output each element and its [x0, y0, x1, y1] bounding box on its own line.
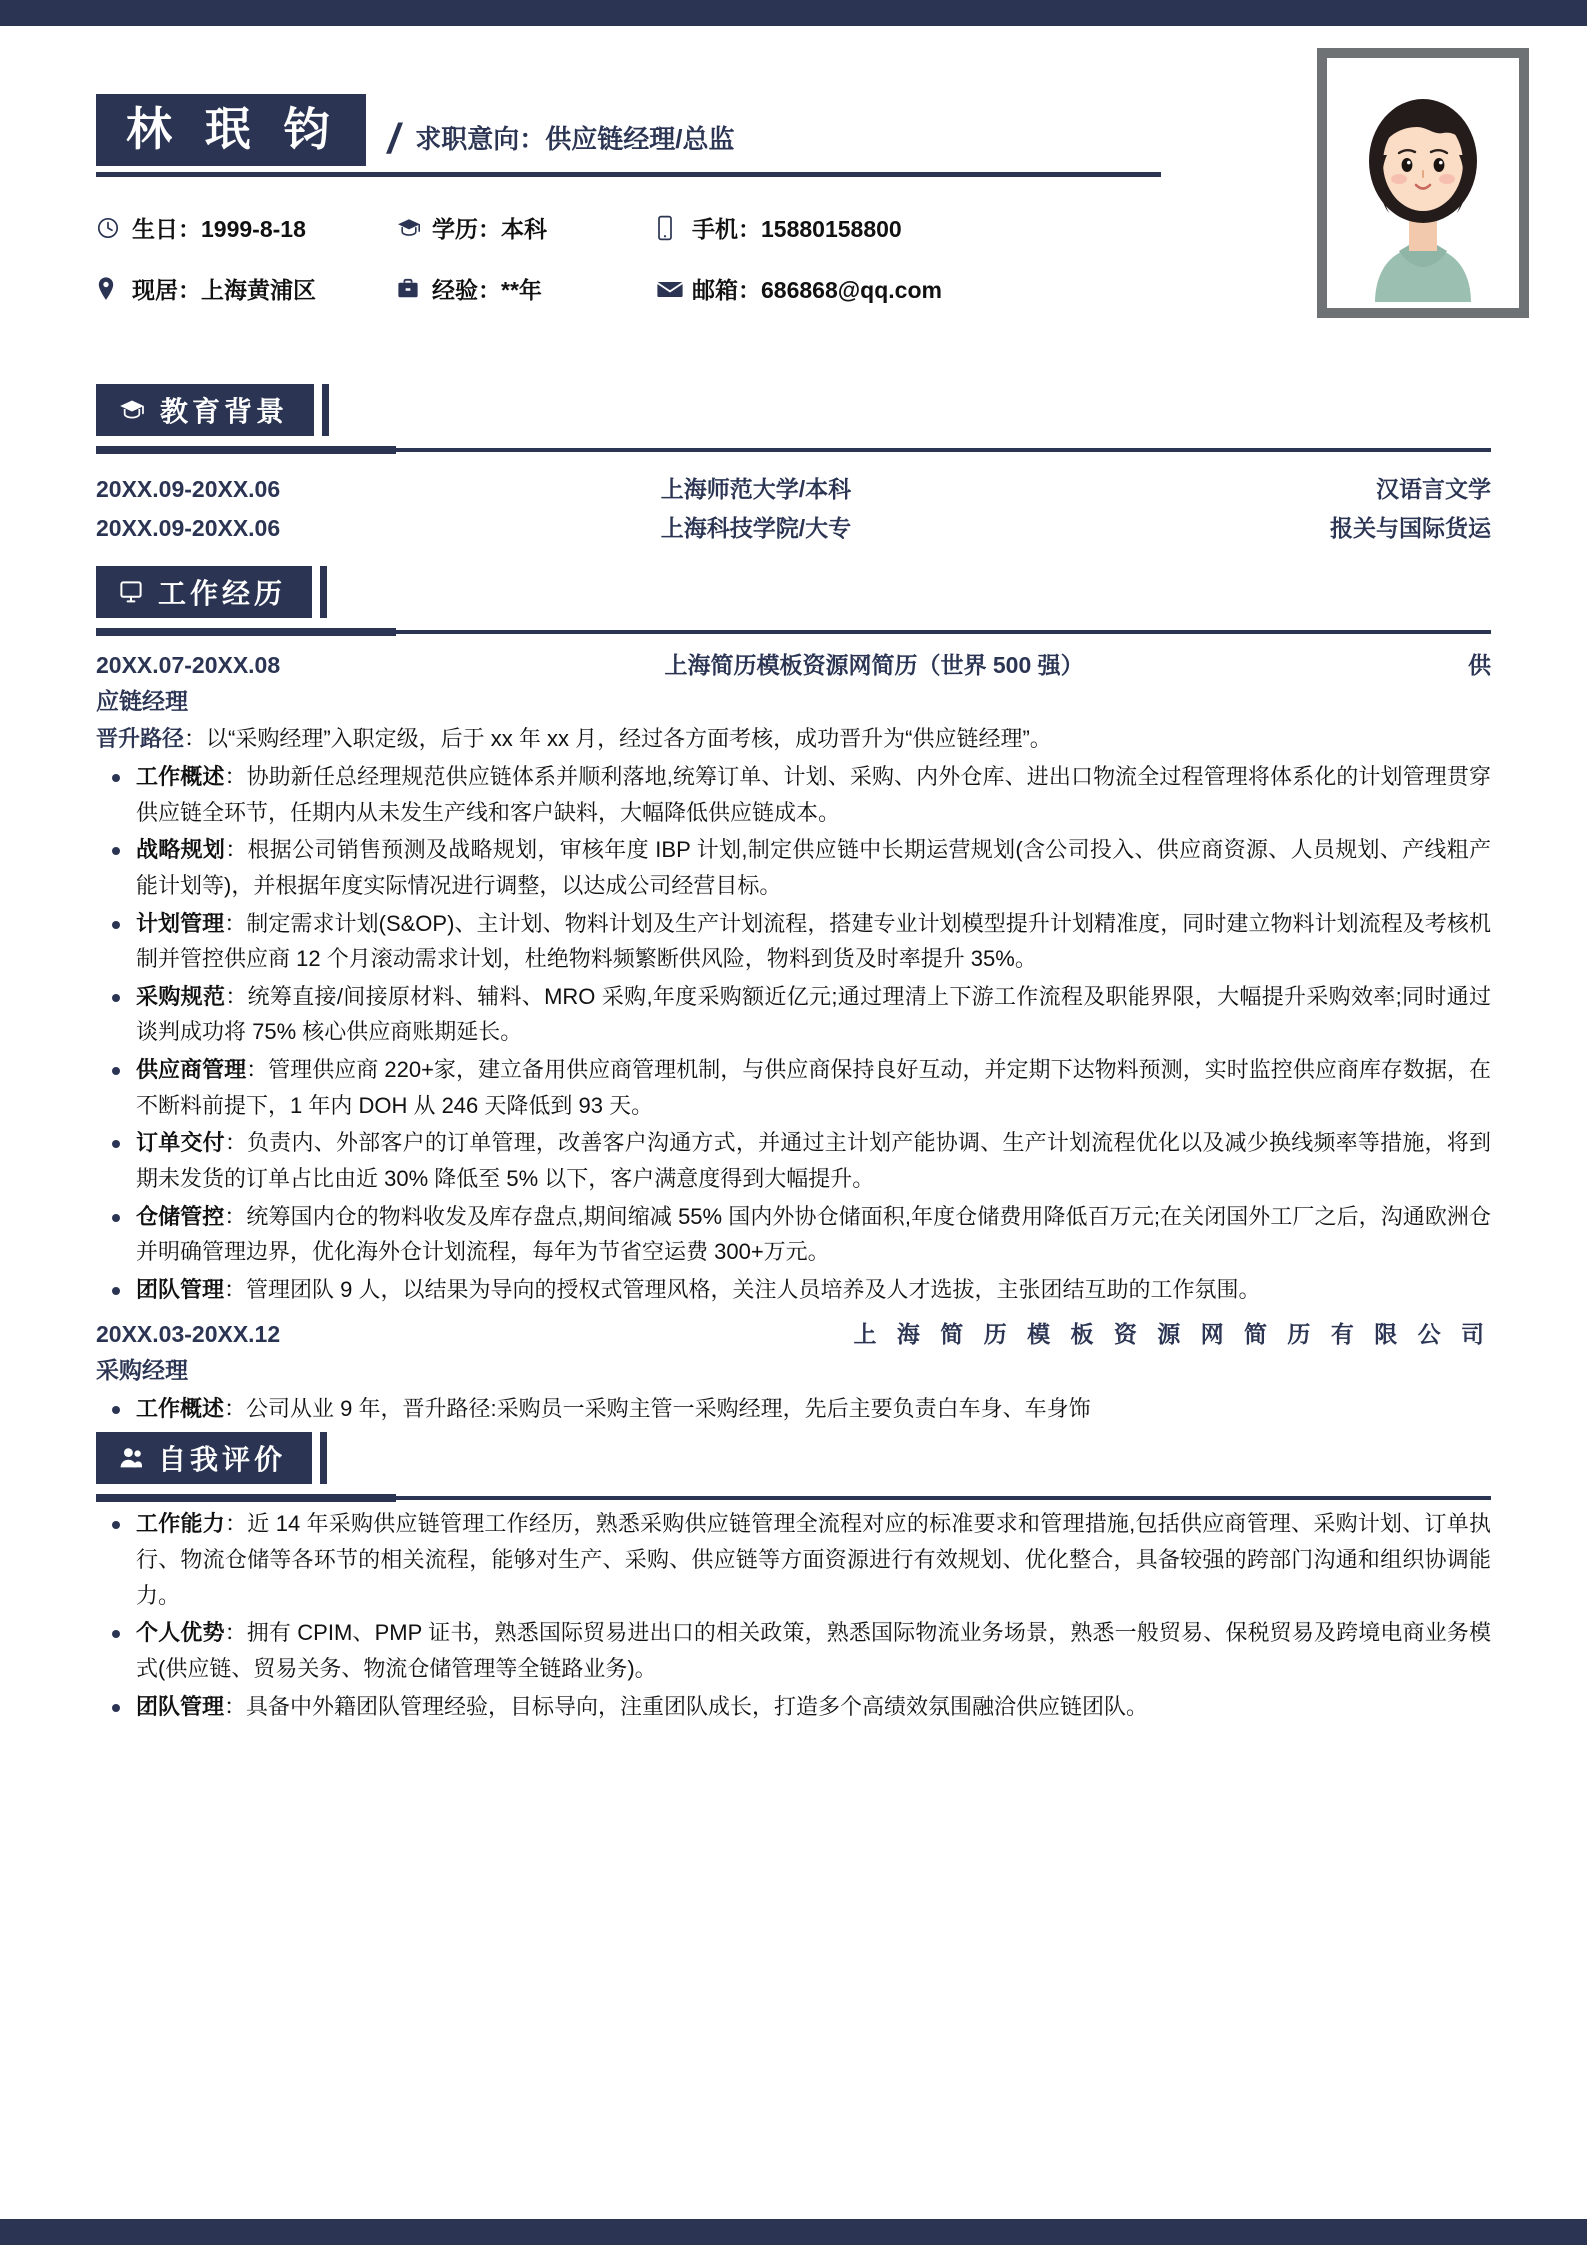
work-date: 20XX.07-20XX.08 — [96, 652, 281, 679]
photo-frame — [1317, 48, 1529, 318]
work-bullet-label: 工作概述 — [136, 764, 225, 790]
contact-location — [96, 272, 396, 305]
resume-header — [96, 26, 1491, 366]
work-bullet-text: ：协助新任总经理规范供应链体系并顺利落地,统筹订单、计划、采购、内外仓库、进出口物流全过程管理将体系化的计划管理贯穿供应链全环节，任期内从未发生产线和客户缺料，大幅降低供应链成本。 — [136, 764, 1491, 825]
work-bullet — [96, 1052, 1491, 1123]
section-header-work — [96, 566, 1491, 638]
contact-experience-label: 经验：**年 — [432, 277, 542, 303]
education-row — [96, 509, 1491, 548]
work-bullet-label: 计划管理 — [136, 910, 225, 936]
section-header-self-evaluation — [96, 1432, 1491, 1504]
section-title-self-evaluation: 自我评价 — [158, 1444, 287, 1476]
clock-icon — [96, 216, 126, 240]
education-major: 汉语言文学 — [1376, 476, 1491, 502]
section-tick — [322, 384, 329, 436]
work-bullet-label: 团队管理 — [136, 1276, 225, 1302]
portrait-illustration-icon — [1333, 64, 1513, 302]
work-bullet — [96, 1391, 1491, 1427]
section-tab-work — [96, 566, 312, 618]
graduation-cap-icon — [118, 397, 146, 423]
work-bullet-label: 工作概述 — [136, 1395, 225, 1421]
self-evaluation-bullet — [96, 1615, 1491, 1686]
mobile-phone-icon — [656, 215, 686, 241]
work-bullet-label: 供应商管理 — [136, 1057, 247, 1083]
envelope-icon — [656, 279, 686, 299]
education-major: 报关与国际货运 — [1330, 515, 1491, 542]
work-company: 上海简历模板资源网简历（世界 500 强） — [664, 652, 1084, 679]
self-evaluation-text: ：近 14 年采购供应链管理工作经历，熟悉采购供应链管理全流程对应的标准要求和管理措施,包括供应商管理、采购计划、订单执行、物流仓储等各环节的相关流程，能够对生产、采购、供应链等方面资源进行有效规划、优化整合，具备较强的跨部门沟通和组织协调能力。 — [136, 1511, 1491, 1608]
location-pin-icon — [96, 276, 126, 302]
section-tab-education — [96, 384, 314, 436]
contact-experience — [396, 272, 656, 305]
section-title-education: 教育背景 — [160, 396, 289, 427]
work-bullet-text: ：统筹直接/间接原材料、辅料、MRO 采购,年度采购额近亿元;通过理清上下游工作流程及职能界限，大幅提升采购效率;同时通过谈判成功将 75% 核心供应商账期延长。 — [136, 983, 1491, 1045]
work-role: 应链经理 — [96, 687, 188, 714]
contact-education-label: 学历：本科 — [432, 216, 547, 242]
bottom-accent-bar — [0, 2219, 1587, 2245]
resume-page — [0, 26, 1587, 2219]
self-evaluation-text: ：拥有 CPIM、PMP 证书，熟悉国际贸易进出口的相关政策，熟悉国际物流业务场景，熟悉一般贸易、保税贸易及跨境电商业务模式(供应链、贸易关务、物流仓储管理等全链路业务)。 — [136, 1620, 1491, 1681]
section-rule-accent — [96, 446, 396, 454]
section-tick — [320, 1432, 327, 1484]
top-accent-bar — [0, 0, 1587, 26]
work-title-overflow: 供 — [1468, 652, 1491, 679]
work-bullet-label: 订单交付 — [136, 1130, 225, 1156]
section-tick — [320, 566, 327, 618]
work-bullet-text: ：根据公司销售预测及战略规划，审核年度 IBP 计划,制定供应链中长期运营规划(含公司投入、供应商资源、人员规划、产线粗产能计划等)，并根据年度实际情况进行调整，以达成公司经营目标。 — [136, 837, 1491, 898]
work-bullet — [96, 759, 1491, 830]
candidate-name: 林 珉 钧 — [96, 94, 366, 166]
work-company: 上 海 简 历 模 板 资 源 网 简 历 有 限 公 司 — [853, 1321, 1491, 1348]
self-evaluation-bullet — [96, 1506, 1491, 1613]
education-row — [96, 470, 1491, 509]
contact-email-label: 邮箱：686868@qq.com — [692, 277, 942, 303]
education-date: 20XX.09-20XX.06 — [96, 476, 281, 502]
self-evaluation-label: 工作能力 — [136, 1511, 225, 1537]
work-role: 采购经理 — [96, 1357, 188, 1384]
work-bullet-label: 采购规范 — [136, 983, 226, 1009]
avatar — [1327, 58, 1519, 308]
promotion-path — [96, 721, 1491, 757]
work-bullet — [96, 1272, 1491, 1308]
section-rule-accent — [96, 1494, 396, 1502]
work-bullet-text: ：管理供应商 220+家，建立备用供应商管理机制，与供应商保持良好互动，并定期下达物料预测，实时监控供应商库存数据，在不断料前提下，1 年内 DOH 从 246 天降低到 93 天。 — [136, 1057, 1491, 1118]
contact-email — [656, 272, 1171, 305]
work-bullet-text: ：管理团队 9 人，以结果为导向的授权式管理风格，关注人员培养及人才选拔，主张团结互助的工作氛围。 — [224, 1276, 1261, 1302]
self-evaluation-label: 个人优势 — [136, 1620, 225, 1646]
self-evaluation-text: ：具备中外籍团队管理经验，目标导向，注重团队成长，打造多个高绩效氛围融洽供应链团队。 — [224, 1693, 1149, 1719]
job-objective: 求职意向：供应链经理/总监 — [415, 124, 735, 154]
contact-location-label: 现居：上海黄浦区 — [132, 277, 316, 303]
section-tab-self-evaluation — [96, 1432, 312, 1484]
work-entry-header — [96, 1317, 1491, 1353]
work-date: 20XX.03-20XX.12 — [96, 1321, 281, 1348]
work-bullet-label: 战略规划 — [136, 837, 226, 863]
contact-birthday — [96, 211, 396, 244]
user-icon — [118, 1445, 144, 1471]
work-bullets — [96, 759, 1491, 1307]
graduation-cap-icon — [396, 216, 426, 240]
work-bullet — [96, 1125, 1491, 1196]
self-evaluation-bullets — [96, 1506, 1491, 1724]
work-bullet-text: ：制定需求计划(S&OP)、主计划、物料计划及生产计划流程，搭建专业计划模型提升计划精准度，同时建立物料计划流程及考核机制并管控供应商 12 个月滚动需求计划，杜绝物料频繁断供风险，物料到货及时率提升 35%。 — [136, 910, 1491, 972]
work-bullet — [96, 979, 1491, 1050]
name-row — [96, 84, 1491, 166]
work-bullets — [96, 1391, 1491, 1427]
promotion-path-label: 晋升路径 — [96, 726, 185, 752]
education-list — [96, 470, 1491, 548]
education-date: 20XX.09-20XX.06 — [96, 515, 281, 542]
work-entry — [96, 648, 1491, 1307]
education-school: 上海师范大学/本科 — [660, 476, 852, 502]
header-underline — [96, 172, 1161, 177]
section-header-education — [96, 384, 1491, 456]
briefcase-icon — [396, 277, 426, 301]
name-separator: / — [387, 115, 400, 162]
self-evaluation-bullet — [96, 1689, 1491, 1725]
contact-phone — [656, 211, 1171, 244]
work-bullet-text: ：公司从业 9 年，晋升路径:采购员一采购主管一采购经理，先后主要负责白车身、车身饰 — [224, 1395, 1091, 1421]
work-bullet — [96, 1199, 1491, 1270]
work-bullet-text: ：负责内、外部客户的订单管理，改善客户沟通方式，并通过主计划产能协调、生产计划流程优化以及减少换线频率等措施，将到期未发货的订单占比由近 30% 降低至 5% 以下，客户满意度得到大幅提升。 — [136, 1130, 1491, 1191]
self-evaluation-label: 团队管理 — [136, 1693, 225, 1719]
promotion-path-text: ：以“采购经理”入职定级，后于 xx 年 xx 月，经过各方面考核，成功晋升为“供应链经理”。 — [184, 726, 1052, 752]
section-title-work: 工作经历 — [158, 578, 287, 610]
work-bullet-label: 仓储管控 — [136, 1203, 225, 1229]
work-entry — [96, 1317, 1491, 1426]
education-school: 上海科技学院/大专 — [660, 515, 852, 542]
work-bullet-text: ：统筹国内仓的物料收发及库存盘点,期间缩减 55% 国内外协仓储面积,年度仓储费用降低百万元;在关闭国外工厂之后，沟通欧洲仓并明确管理边界，优化海外仓计划流程，每年为节省空运费 300+万元。 — [136, 1203, 1491, 1265]
contact-education — [396, 211, 656, 244]
contact-birthday-label: 生日：1999-8-18 — [132, 216, 306, 242]
work-bullet — [96, 906, 1491, 977]
section-rule-accent — [96, 628, 396, 636]
monitor-icon — [118, 579, 144, 605]
work-bullet — [96, 832, 1491, 903]
work-entry-header — [96, 648, 1491, 684]
contact-phone-label: 手机：15880158800 — [692, 216, 902, 242]
contact-grid — [96, 211, 1171, 305]
